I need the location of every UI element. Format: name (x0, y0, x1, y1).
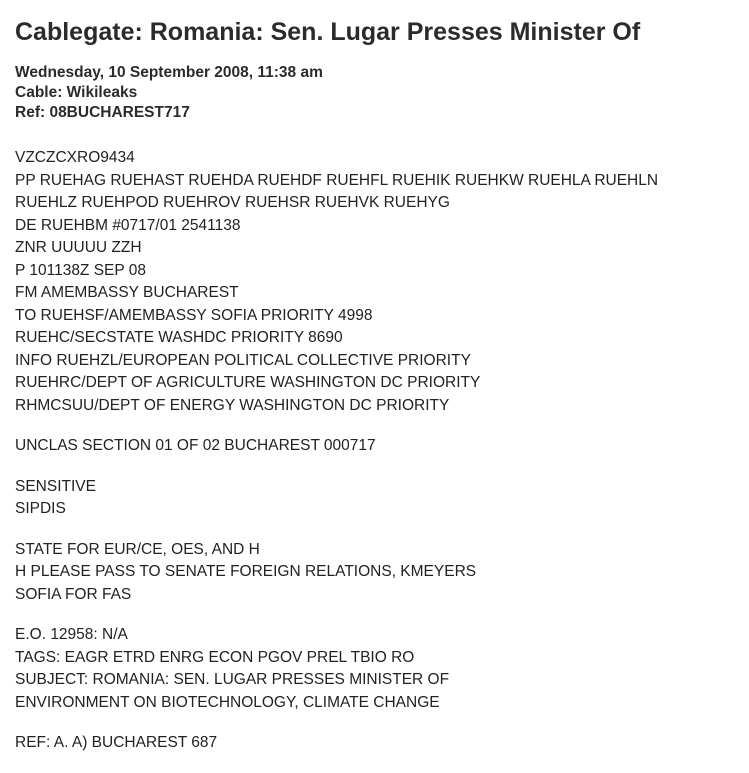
cable-header-line: DE RUEHBM #0717/01 2541138 (15, 216, 241, 234)
cable-routing-line: SOFIA FOR FAS (15, 585, 132, 603)
cable-tags-block (15, 624, 740, 714)
article-title: Cablegate: Romania: Sen. Lugar Presses Minister Of (15, 18, 641, 46)
cable-section-block (15, 435, 740, 458)
article-reference: Ref: 08BUCHAREST717 (15, 104, 190, 121)
cable-header-line: TO RUEHSF/AMEMBASSY SOFIA PRIORITY 4998 (15, 306, 373, 324)
cable-routing-line: H PLEASE PASS TO SENATE FOREIGN RELATIONS, KMEYERS (15, 563, 477, 580)
cable-header-block (15, 147, 740, 417)
cable-ref-block (15, 732, 740, 755)
cable-tags-line: E.O. 12958: N/A (15, 626, 128, 643)
cable-routing-line: STATE FOR EUR/CE, OES, AND H (15, 540, 260, 558)
cable-section-line: UNCLAS SECTION 01 OF 02 BUCHAREST 000717 (15, 437, 376, 454)
cable-header-line: P 101138Z SEP 08 (15, 261, 146, 279)
cable-header-line: RHMCSUU/DEPT OF ENERGY WASHINGTON DC PRIORITY (15, 396, 450, 414)
cable-ref-line: REF: A. A) BUCHAREST 687 (15, 734, 218, 751)
cable-header-line: FM AMEMBASSY BUCHAREST (15, 284, 239, 301)
cable-header-line: ZNR UUUUU ZZH (15, 239, 142, 256)
article-meta (15, 63, 740, 123)
cable-body (15, 147, 740, 755)
cable-header-line: PP RUEHAG RUEHAST RUEHDA RUEHDF RUEHFL RUEHIK RUEHKW RUEHLA RUEHLN (15, 171, 659, 189)
cable-header-line: RUEHC/SECSTATE WASHDC PRIORITY 8690 (15, 329, 343, 346)
cable-tags-line: TAGS: EAGR ETRD ENRG ECON PGOV PREL TBIO RO (15, 648, 415, 666)
cable-header-line: VZCZCXRO9434 (15, 149, 135, 166)
cable-sensitivity-line: SENSITIVE (15, 477, 96, 495)
cable-routing-block (15, 539, 740, 607)
cable-sensitivity-line: SIPDIS (15, 500, 66, 517)
article (15, 0, 740, 773)
cable-sensitivity-block (15, 476, 740, 521)
cable-header-line: RUEHRC/DEPT OF AGRICULTURE WASHINGTON DC PRIORITY (15, 374, 481, 391)
cable-header-line: INFO RUEHZL/EUROPEAN POLITICAL COLLECTIVE PRIORITY (15, 351, 471, 369)
article-cable-source: Cable: Wikileaks (15, 84, 138, 101)
cable-subject-line: ENVIRONMENT ON BIOTECHNOLOGY, CLIMATE CHANGE (15, 693, 440, 711)
article-date: Wednesday, 10 September 2008, 11:38 am (15, 64, 323, 81)
cable-subject-line: SUBJECT: ROMANIA: SEN. LUGAR PRESSES MINISTER OF (15, 671, 450, 688)
cable-header-line: RUEHLZ RUEHPOD RUEHROV RUEHSR RUEHVK RUEHYG (15, 194, 450, 211)
